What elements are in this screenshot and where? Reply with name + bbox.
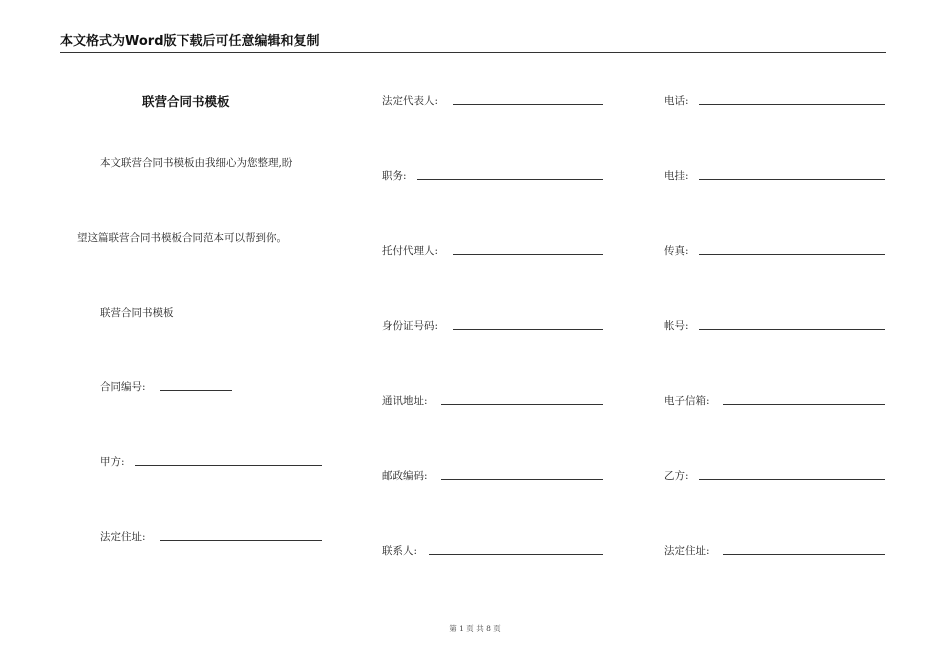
party-b-field[interactable] <box>664 468 885 482</box>
party-b-label: 乙方: <box>664 470 689 482</box>
account-blank[interactable] <box>699 329 885 330</box>
postcode-label: 邮政编码: <box>382 470 428 482</box>
party-a-field[interactable] <box>100 454 322 468</box>
contract-no-label: 合同编号: <box>100 381 146 393</box>
party-b-address-blank[interactable] <box>723 554 885 555</box>
id-no-label: 身份证号码: <box>382 320 439 332</box>
contact-blank[interactable] <box>429 554 603 555</box>
phone-field[interactable] <box>664 93 885 107</box>
address-label: 通讯地址: <box>382 395 428 407</box>
party-b-blank[interactable] <box>699 479 885 480</box>
position-field[interactable] <box>382 168 603 182</box>
contact-field[interactable] <box>382 543 603 557</box>
contract-no-blank[interactable] <box>160 390 232 391</box>
position-label: 职务: <box>382 170 407 182</box>
address-blank[interactable] <box>441 404 603 405</box>
legal-rep-blank[interactable] <box>453 104 603 105</box>
legal-rep-field[interactable] <box>382 93 603 107</box>
agent-label: 托付代理人: <box>382 245 439 257</box>
address-field[interactable] <box>382 393 603 407</box>
page-footer: 第 1 页 共 8 页 <box>449 624 501 633</box>
legal-rep-label: 法定代表人: <box>382 95 439 107</box>
document-title: 联营合同书模板 <box>142 94 230 109</box>
party-a-address-label: 法定住址: <box>100 531 146 543</box>
telex-blank[interactable] <box>699 179 885 180</box>
intro-line-2: 望这篇联营合同书模板合同范本可以帮到你。 <box>77 232 287 244</box>
email-blank[interactable] <box>723 404 885 405</box>
email-label: 电子信箱: <box>664 395 710 407</box>
postcode-field[interactable] <box>382 468 603 482</box>
party-a-address-field[interactable] <box>100 529 322 543</box>
telex-field[interactable] <box>664 168 885 182</box>
phone-label: 电话: <box>664 95 689 107</box>
party-a-address-blank[interactable] <box>160 540 322 541</box>
phone-blank[interactable] <box>699 104 885 105</box>
email-field[interactable] <box>664 393 885 407</box>
id-no-field[interactable] <box>382 318 603 332</box>
fax-label: 传真: <box>664 245 689 257</box>
agent-blank[interactable] <box>453 254 603 255</box>
account-label: 帐号: <box>664 320 689 332</box>
contact-label: 联系人: <box>382 545 418 557</box>
contract-no-field[interactable] <box>100 379 232 393</box>
party-b-address-label: 法定住址: <box>664 545 710 557</box>
account-field[interactable] <box>664 318 885 332</box>
id-no-blank[interactable] <box>453 329 603 330</box>
telex-label: 电挂: <box>664 170 689 182</box>
party-b-address-field[interactable] <box>664 543 885 557</box>
party-a-blank[interactable] <box>135 465 322 466</box>
postcode-blank[interactable] <box>441 479 603 480</box>
intro-line-1: 本文联营合同书模板由我细心为您整理,盼 <box>100 157 293 169</box>
section-title: 联营合同书模板 <box>100 307 174 319</box>
fax-blank[interactable] <box>699 254 885 255</box>
header-text: 本文格式为Word版下载后可任意编辑和复制 <box>60 34 320 49</box>
agent-field[interactable] <box>382 243 603 257</box>
fax-field[interactable] <box>664 243 885 257</box>
party-a-label: 甲方: <box>100 456 125 468</box>
page-header <box>60 34 886 53</box>
position-blank[interactable] <box>417 179 603 180</box>
